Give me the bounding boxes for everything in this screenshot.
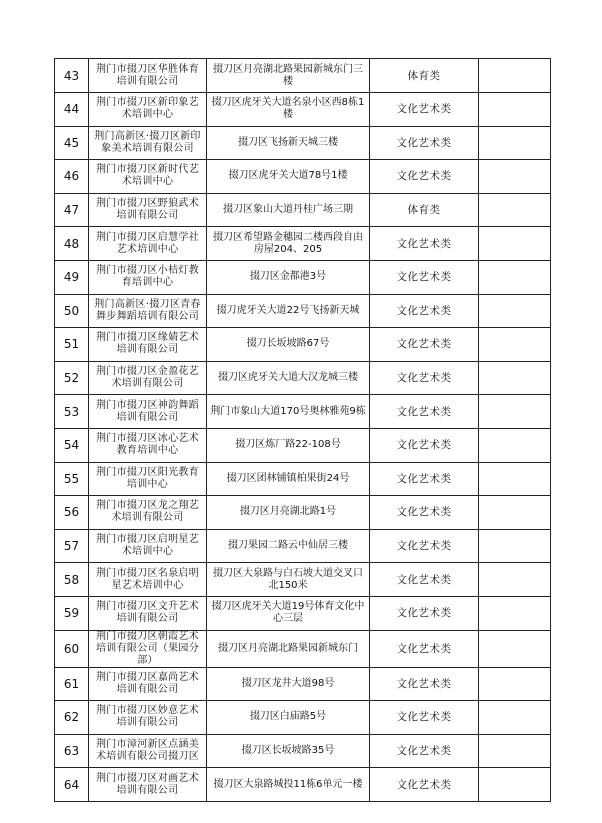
- note-cell: [479, 395, 551, 429]
- note-cell: [479, 361, 551, 395]
- institutions-table: [54, 58, 551, 802]
- address: 掇刀区团林铺镇柏果街24号: [207, 462, 370, 496]
- organization-name: 荆门市掇刀区小桔灯教育培训中心: [89, 260, 207, 294]
- note-cell: [479, 160, 551, 194]
- note-cell: [479, 563, 551, 597]
- table-row: [55, 328, 551, 362]
- category: 体育类: [370, 193, 479, 227]
- category: 文化艺术类: [370, 596, 479, 630]
- category: 文化艺术类: [370, 768, 479, 802]
- note-cell: [479, 260, 551, 294]
- organization-name: 荆门高新区·掇刀区新印象美术培训有限公司: [89, 126, 207, 160]
- organization-name: 荆门市掇刀区华胜体育培训有限公司: [89, 59, 207, 93]
- organization-name: 荆门市掇刀区朝霞艺术培训有限公司（果园分部）: [89, 630, 207, 667]
- table-row: [55, 630, 551, 667]
- category: 文化艺术类: [370, 496, 479, 530]
- organization-name: 荆门市掇刀区对画艺术培训有限公司: [89, 768, 207, 802]
- address: 掇刀区大泉路与白石坡大道交叉口北150米: [207, 563, 370, 597]
- table-row: [55, 160, 551, 194]
- table-row: [55, 563, 551, 597]
- note-cell: [479, 768, 551, 802]
- organization-name: 荆门市掇刀区缘婧艺术培训有限公司: [89, 328, 207, 362]
- category: 文化艺术类: [370, 529, 479, 563]
- address: 掇刀区飞扬新天城三楼: [207, 126, 370, 160]
- category: 文化艺术类: [370, 160, 479, 194]
- row-number: 54: [55, 428, 89, 462]
- row-number: 55: [55, 462, 89, 496]
- category: 文化艺术类: [370, 126, 479, 160]
- table-row: [55, 193, 551, 227]
- address: 掇刀区虎牙关大道78号1楼: [207, 160, 370, 194]
- row-number: 49: [55, 260, 89, 294]
- category: 文化艺术类: [370, 563, 479, 597]
- address: 掇刀区龙井大道98号: [207, 667, 370, 701]
- address: 掇刀区月亮湖北路果园新城东门三楼: [207, 59, 370, 93]
- address: 掇刀区金都港3号: [207, 260, 370, 294]
- address: 掇刀区希望路金穗园二楼西段自由房屋204、205: [207, 227, 370, 261]
- address: 掇刀长坂坡路67号: [207, 328, 370, 362]
- note-cell: [479, 462, 551, 496]
- category: 文化艺术类: [370, 428, 479, 462]
- category: 文化艺术类: [370, 227, 479, 261]
- row-number: 59: [55, 596, 89, 630]
- category: 文化艺术类: [370, 294, 479, 328]
- table-row: [55, 701, 551, 735]
- table-row: [55, 596, 551, 630]
- table-row: [55, 768, 551, 802]
- address: 掇刀区月亮湖北路1号: [207, 496, 370, 530]
- note-cell: [479, 428, 551, 462]
- table-row: [55, 529, 551, 563]
- table-row: [55, 93, 551, 127]
- category: 文化艺术类: [370, 93, 479, 127]
- organization-name: 荆门市掇刀区新时代艺术培训中心: [89, 160, 207, 194]
- note-cell: [479, 227, 551, 261]
- table-row: [55, 667, 551, 701]
- note-cell: [479, 59, 551, 93]
- row-number: 47: [55, 193, 89, 227]
- address: 掇刀区虎牙关大道19号体育文化中心三层: [207, 596, 370, 630]
- table-row: [55, 227, 551, 261]
- address: 掇刀区月亮湖北路果园新城东门: [207, 630, 370, 667]
- organization-name: 荆门高新区·掇刀区青春舞步舞蹈培训有限公司: [89, 294, 207, 328]
- note-cell: [479, 93, 551, 127]
- address: 掇刀区炼厂路22-108号: [207, 428, 370, 462]
- organization-name: 荆门市掇刀区冰心艺术教育培训中心: [89, 428, 207, 462]
- organization-name: 荆门市掇刀区阳光教育培训中心: [89, 462, 207, 496]
- row-number: 51: [55, 328, 89, 362]
- organization-name: 荆门市掇刀区野狼武术培训有限公司: [89, 193, 207, 227]
- table-row: [55, 294, 551, 328]
- row-number: 50: [55, 294, 89, 328]
- table-row: [55, 260, 551, 294]
- note-cell: [479, 529, 551, 563]
- address: 掇刀区长坂坡路35号: [207, 734, 370, 768]
- category: 文化艺术类: [370, 361, 479, 395]
- category: 文化艺术类: [370, 328, 479, 362]
- table-row: [55, 496, 551, 530]
- table-row: [55, 59, 551, 93]
- row-number: 45: [55, 126, 89, 160]
- address: 掇刀虎牙关大道22号飞扬新天城: [207, 294, 370, 328]
- note-cell: [479, 496, 551, 530]
- table-row: [55, 734, 551, 768]
- row-number: 44: [55, 93, 89, 127]
- row-number: 57: [55, 529, 89, 563]
- category: 文化艺术类: [370, 734, 479, 768]
- address: 荆门市象山大道170号奥林雅苑9栋: [207, 395, 370, 429]
- note-cell: [479, 294, 551, 328]
- category: 体育类: [370, 59, 479, 93]
- row-number: 46: [55, 160, 89, 194]
- table-row: [55, 428, 551, 462]
- table-row: [55, 361, 551, 395]
- note-cell: [479, 734, 551, 768]
- row-number: 56: [55, 496, 89, 530]
- organization-name: 荆门市掇刀区名泉启明星艺术培训中心: [89, 563, 207, 597]
- note-cell: [479, 328, 551, 362]
- row-number: 58: [55, 563, 89, 597]
- category: 文化艺术类: [370, 462, 479, 496]
- address: 掇刀区大泉路城投11栋6单元一楼: [207, 768, 370, 802]
- table-row: [55, 126, 551, 160]
- address: 掇刀区象山大道丹桂广场三期: [207, 193, 370, 227]
- note-cell: [479, 630, 551, 667]
- row-number: 53: [55, 395, 89, 429]
- organization-name: 荆门市掇刀区新印象艺术培训中心: [89, 93, 207, 127]
- address: 掇刀区虎牙关大道大汉龙城三楼: [207, 361, 370, 395]
- organization-name: 荆门市掇刀区启慧学社艺术培训中心: [89, 227, 207, 261]
- organization-name: 荆门市掇刀区金盈花艺术培训有限公司: [89, 361, 207, 395]
- row-number: 48: [55, 227, 89, 261]
- note-cell: [479, 193, 551, 227]
- note-cell: [479, 126, 551, 160]
- category: 文化艺术类: [370, 667, 479, 701]
- organization-name: 荆门市掇刀区神韵舞蹈培训有限公司: [89, 395, 207, 429]
- row-number: 52: [55, 361, 89, 395]
- organization-name: 荆门市掇刀区龙之翔艺术培训有限公司: [89, 496, 207, 530]
- category: 文化艺术类: [370, 395, 479, 429]
- organization-name: 荆门市掇刀区妙意艺术培训有限公司: [89, 701, 207, 735]
- note-cell: [479, 596, 551, 630]
- note-cell: [479, 667, 551, 701]
- organization-name: 荆门市掇刀区嘉尚艺术培训有限公司: [89, 667, 207, 701]
- category: 文化艺术类: [370, 260, 479, 294]
- row-number: 61: [55, 667, 89, 701]
- row-number: 64: [55, 768, 89, 802]
- note-cell: [479, 701, 551, 735]
- organization-name: 荆门市漳河新区点涵美术培训有限公司掇刀区: [89, 734, 207, 768]
- row-number: 62: [55, 701, 89, 735]
- table-row: [55, 462, 551, 496]
- row-number: 60: [55, 630, 89, 667]
- category: 文化艺术类: [370, 630, 479, 667]
- organization-name: 荆门市掇刀区启明星艺术培训中心: [89, 529, 207, 563]
- table-body: [55, 59, 551, 802]
- address: 掇刀区虎牙关大道名泉小区西8栋1楼: [207, 93, 370, 127]
- organization-name: 荆门市掇刀区文升艺术培训有限公司: [89, 596, 207, 630]
- address: 掇刀区白庙路5号: [207, 701, 370, 735]
- address: 掇刀果园二路云中仙居三楼: [207, 529, 370, 563]
- table-row: [55, 395, 551, 429]
- row-number: 63: [55, 734, 89, 768]
- category: 文化艺术类: [370, 701, 479, 735]
- row-number: 43: [55, 59, 89, 93]
